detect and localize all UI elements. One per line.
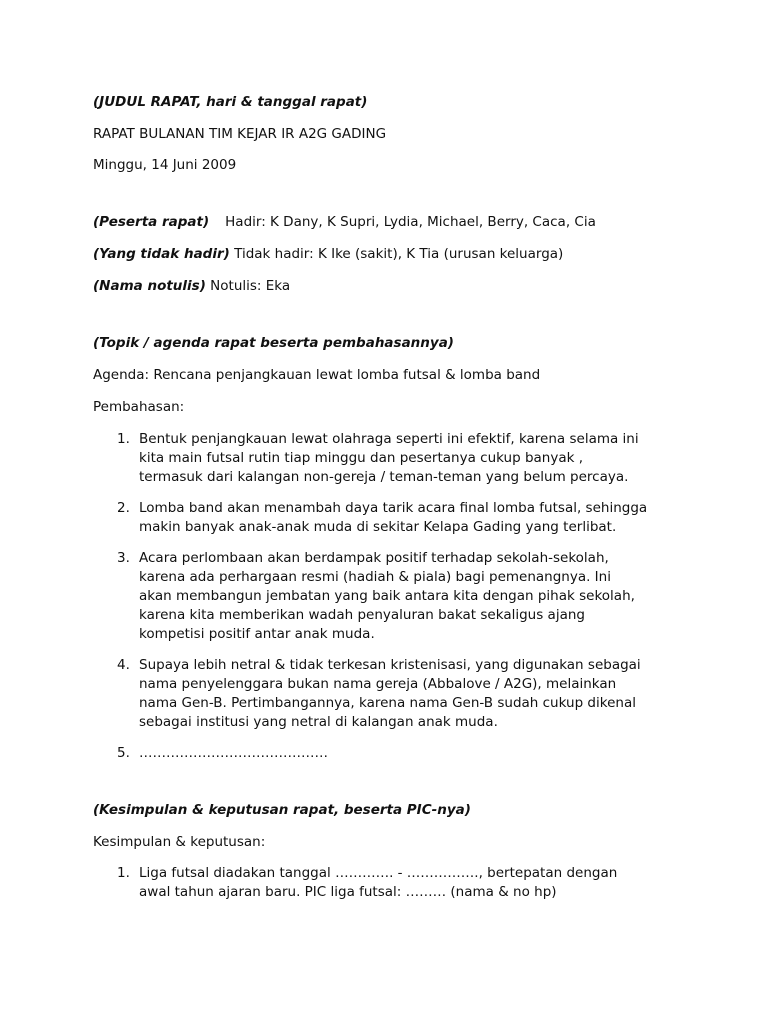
list-number: 1.	[117, 865, 130, 881]
notetaker-line	[93, 277, 693, 296]
conclusion-item	[93, 864, 693, 902]
discussion-list	[93, 430, 693, 763]
document-page	[93, 93, 693, 902]
item-line: termasuk dari kalangan non-gereja / teman-teman yang belum percaya.	[139, 469, 629, 485]
meeting-name: RAPAT BULANAN TIM KEJAR IR A2G GADING	[93, 126, 387, 142]
list-number: 3.	[117, 550, 130, 566]
discussion-item	[93, 744, 693, 763]
absent-value: Tidak hadir: K Ike (sakit), K Tia (urusan keluarga)	[234, 246, 564, 262]
item-line: Acara perlombaan akan berdampak positif terhadap sekolah-sekolah,	[139, 550, 609, 566]
list-number: 4.	[117, 657, 130, 673]
discussion-item	[93, 499, 693, 537]
item-line: karena kita memberikan wadah penyaluran bakat sekaligus ajang	[139, 607, 585, 623]
topic-heading: (Topik / agenda rapat beserta pembahasannya)	[93, 335, 454, 351]
notetaker-value: Notulis: Eka	[210, 278, 291, 294]
item-line: Liga futsal diadakan tanggal …………. - ……………., bertepatan dengan	[139, 865, 618, 881]
participants-label: (Peserta rapat)	[93, 214, 210, 230]
absent-line	[93, 245, 693, 264]
meeting-date: Minggu, 14 Juni 2009	[93, 157, 237, 173]
item-line: awal tahun ajaran baru. PIC liga futsal: ……… (nama & no hp)	[139, 884, 557, 900]
meeting-title-heading: (JUDUL RAPAT, hari & tanggal rapat)	[93, 94, 368, 110]
discussion-item	[93, 656, 693, 732]
item-line: nama Gen-B. Pertimbangannya, karena nama Gen-B sudah cukup dikenal	[139, 695, 636, 711]
discussion-label: Pembahasan:	[93, 399, 185, 415]
participants-value: Hadir: K Dany, K Supri, Lydia, Michael, Berry, Caca, Cia	[225, 214, 596, 230]
list-number: 2.	[117, 500, 130, 516]
item-line: Supaya lebih netral & tidak terkesan kristenisasi, yang digunakan sebagai	[139, 657, 641, 673]
item-line: akan membangun jembatan yang baik antara kita dengan pihak sekolah,	[139, 588, 635, 604]
item-line: karena ada perhargaan resmi (hadiah & piala) bagi pemenangnya. Ini	[139, 569, 611, 585]
item-line: kompetisi positif antar anak muda.	[139, 626, 375, 642]
list-number: 5.	[117, 745, 130, 761]
list-number: 1.	[117, 431, 130, 447]
participants-line	[93, 213, 693, 232]
conclusion-list	[93, 864, 693, 902]
discussion-item	[93, 430, 693, 487]
conclusion-heading: (Kesimpulan & keputusan rapat, beserta PIC-nya)	[93, 802, 471, 818]
item-line: kita main futsal rutin tiap minggu dan pesertanya cukup banyak ,	[139, 450, 584, 466]
agenda-line: Agenda: Rencana penjangkauan lewat lomba futsal & lomba band	[93, 367, 541, 383]
discussion-item	[93, 549, 693, 644]
item-line: sebagai institusi yang netral di kalangan anak muda.	[139, 714, 498, 730]
item-line: Bentuk penjangkauan lewat olahraga seperti ini efektif, karena selama ini	[139, 431, 639, 447]
conclusion-label: Kesimpulan & keputusan:	[93, 834, 266, 850]
absent-label: (Yang tidak hadir)	[93, 246, 230, 262]
item-line: nama penyelenggara bukan nama gereja (Abbalove / A2G), melainkan	[139, 676, 617, 692]
item-line: ……………………………………	[139, 745, 328, 761]
notetaker-label: (Nama notulis)	[93, 278, 206, 294]
item-line: Lomba band akan menambah daya tarik acara final lomba futsal, sehingga	[139, 500, 648, 516]
item-line: makin banyak anak-anak muda di sekitar Kelapa Gading yang terlibat.	[139, 519, 617, 535]
